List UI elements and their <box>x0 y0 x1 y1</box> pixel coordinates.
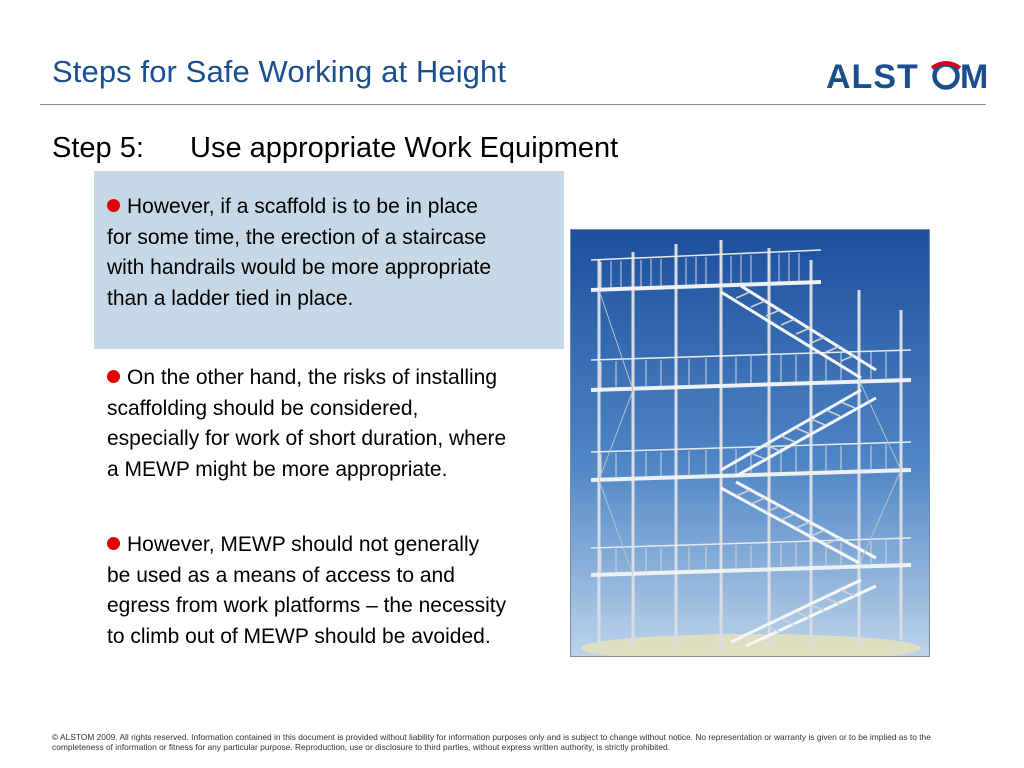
bullet-dot-icon <box>107 370 120 383</box>
step-number: Step 5: <box>52 132 144 164</box>
bullet-dot-icon <box>107 537 120 550</box>
bullet-text: However, MEWP should not generally be used as a means of access to and egress from work platforms – the necessity to climb out of MEWP should be avoided. <box>107 533 507 648</box>
step-title: Use appropriate Work Equipment <box>190 132 619 164</box>
header-divider <box>40 104 986 105</box>
svg-text:ALST: ALST <box>826 58 919 96</box>
svg-text:M: M <box>960 58 986 96</box>
alstom-logo-icon <box>826 56 986 96</box>
copyright-footer: © ALSTOM 2009. All rights reserved. Information contained in this document is provided without liability for information purposes only and is subject to change without notice. No representation or warranty is given or to be implied as to the completeness of information or fitness for any particular purpose. Reproduction, use or disclosure to third parties, without express written authority, is strictly prohibited. <box>52 732 931 752</box>
bullet-text: On the other hand, the risks of installing scaffolding should be considered, especially for work of short duration, where a MEWP might be more appropriate. <box>107 366 507 481</box>
bullet-item <box>107 530 507 652</box>
scaffold-staircase-icon <box>571 230 929 656</box>
bullet-item <box>107 192 507 314</box>
alstom-logo <box>826 56 986 96</box>
scaffold-staircase-photo <box>570 229 930 657</box>
bullet-item <box>107 363 507 485</box>
bullet-text: However, if a scaffold is to be in place for some time, the erection of a staircase with handrails would be more appropriate than a ladder tied in place. <box>107 195 492 310</box>
bullet-dot-icon <box>107 199 120 212</box>
page-title: Steps for Safe Working at Height <box>52 54 507 89</box>
step-heading <box>52 132 618 165</box>
